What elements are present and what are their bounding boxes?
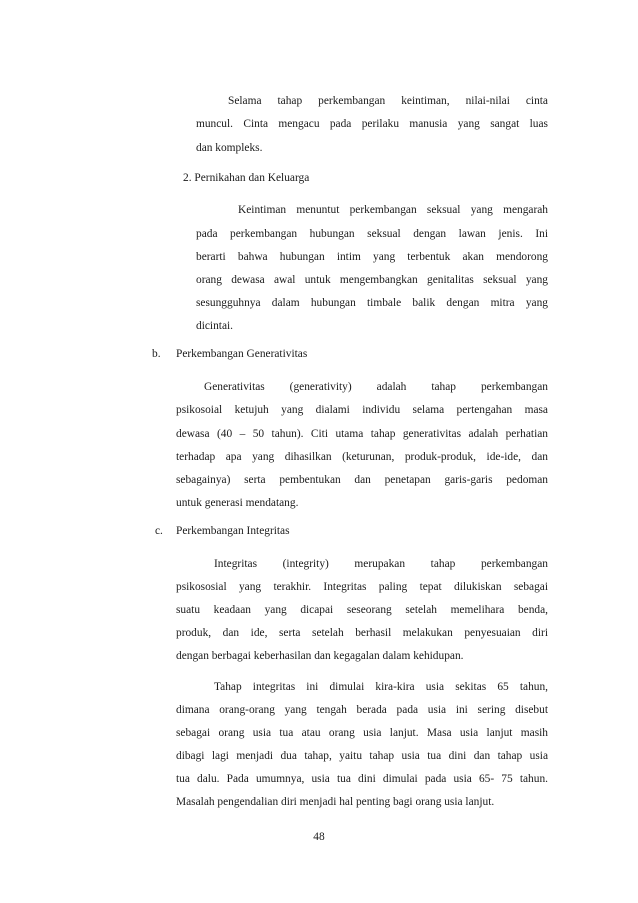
- paragraph-line: Selama tahap perkembangan keintiman, nilai-nilai cinta: [228, 95, 548, 107]
- paragraph-line: psikososial yang terakhir. Integritas paling tepat dilukiskan sebagai: [176, 581, 548, 593]
- paragraph-line: sesungguhnya dalam hubungan timbale balik dengan mitra yang: [196, 297, 548, 309]
- paragraph-line: orang dewasa awal untuk mengembangkan genitalitas seksual yang: [196, 274, 548, 286]
- page-number: 48: [313, 831, 325, 843]
- paragraph-line: dan kompleks.: [196, 142, 263, 154]
- paragraph-line: suatu keadaan yang dicapai seseorang setelah memelihara benda,: [176, 604, 548, 616]
- paragraph-line: Tahap integritas ini dimulai kira-kira usia sekitas 65 tahun,: [214, 681, 548, 693]
- paragraph-line: dengan berbagai keberhasilan dan kegagalan dalam kehidupan.: [176, 650, 464, 662]
- section-c-title: Perkembangan Integritas: [176, 525, 290, 537]
- section-b-label: b.: [152, 348, 161, 360]
- paragraph-line: berarti bahwa hubungan intim yang terbentuk akan mendorong: [196, 251, 548, 263]
- paragraph-line: Masalah pengendalian diri menjadi hal penting bagi orang usia lanjut.: [176, 796, 495, 808]
- section-b-title: Perkembangan Generativitas: [176, 348, 308, 360]
- paragraph-line: Integritas (integrity) merupakan tahap perkembangan: [214, 558, 548, 570]
- paragraph-line: muncul. Cinta mengacu pada perilaku manusia yang sangat luas: [196, 118, 548, 130]
- paragraph-line: Generativitas (generativity) adalah tahap perkembangan: [204, 381, 548, 393]
- paragraph-line: terhadap apa yang dihasilkan (keturunan, produk-produk, ide-ide, dan: [176, 451, 548, 463]
- paragraph-line: untuk generasi mendatang.: [176, 497, 299, 509]
- paragraph-line: dewasa (40 – 50 tahun). Citi utama tahap generativitas adalah perhatian: [176, 428, 548, 440]
- subsection-heading-pernikahan: 2. Pernikahan dan Keluarga: [183, 172, 310, 184]
- paragraph-line: tua dalu. Pada umumnya, usia tua dini dimulai pada usia 65- 75 tahun.: [176, 773, 548, 785]
- paragraph-line: dibagi lagi menjadi dua tahap, yaitu tahap usia tua dini dan tahap usia: [176, 750, 548, 762]
- paragraph-line: pada perkembangan hubungan seksual dengan lawan jenis. Ini: [196, 228, 548, 240]
- paragraph-line: Keintiman menuntut perkembangan seksual yang mengarah: [238, 204, 548, 216]
- paragraph-line: psikosoial ketujuh yang dialami individu selama pertengahan masa: [176, 404, 548, 416]
- section-c-label: c.: [155, 525, 163, 537]
- paragraph-line: sebagainya) serta pembentukan dan penetapan garis-garis pedoman: [176, 474, 548, 486]
- paragraph-line: produk, dan ide, serta setelah berhasil melakukan penyesuaian diri: [176, 627, 548, 639]
- paragraph-line: sebagai orang usia tua atau orang usia lanjut. Masa usia lanjut masih: [176, 727, 548, 739]
- paragraph-line: dicintai.: [196, 320, 234, 332]
- paragraph-line: dimana orang-orang yang tengah berada pada usia ini sering disebut: [176, 704, 548, 716]
